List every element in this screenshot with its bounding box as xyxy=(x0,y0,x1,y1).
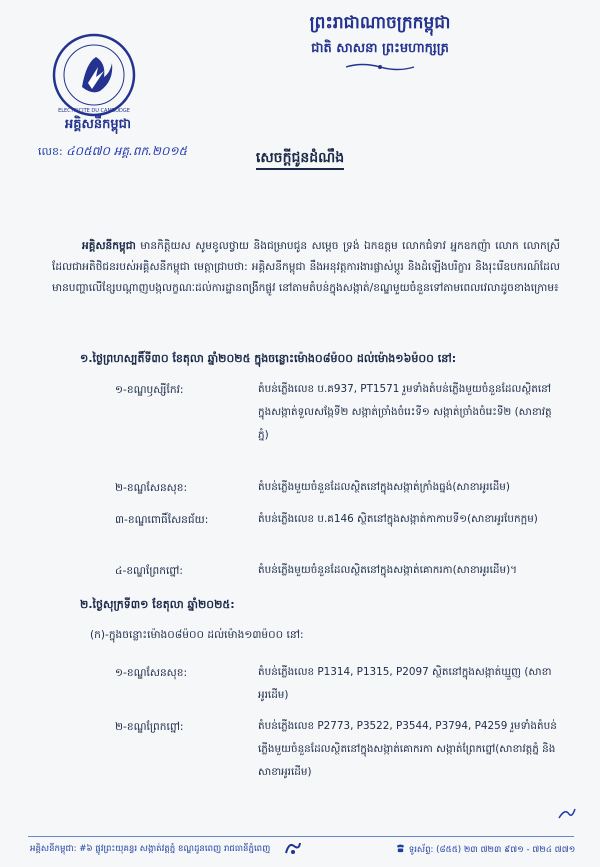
footer-phone xyxy=(395,844,575,857)
kingdom-heading: ព្រះរាជាណាចក្រកម្ពុជា xyxy=(309,13,451,33)
intro-text: មានកិត្តិយស សូមខូលថ្វាយ និងជម្រាបជូន សម្តេច ទ្រង់ ឯកឧត្តម លោកជំទាវ អ្នកឧកញ៉ា លោក លោកស្រី ដែលជាអតិថិជនរបស់អគ្គិសនីកម្ពុជា មេត្តាជ្រាបថា: អគ្គិសនីកម្ពុជា នឹងអនុវត្តការងារផ្លាស់ប្តូរ និងដំឡើងបរិក្ខារ និងរុះរើឧបករណ៍ដែលមានបញ្ហាលើខ្សែបណ្តាញបង្កលក្ខណៈដល់ការដ្ឋានពង្រីកផ្លូវ នៅតាមតំបន់ក្នុងសង្កាត់/ខណ្ឌមួយចំនួនទៅតាមពេលវេលាដូចខាងក្រោម៖ xyxy=(52,240,560,294)
footer-emblem-icon xyxy=(283,840,303,856)
ornament-divider-icon xyxy=(344,62,416,72)
section-2-subheading: (ក)-ក្នុងចន្លោះម៉ោង០៨ម៉០០ ដល់ម៉ោង១៣ម៉០០ នៅ: xyxy=(90,629,304,641)
intro-paragraph xyxy=(52,236,560,299)
national-motto: ជាតិ សាសនា ព្រះមហាក្សត្រ xyxy=(311,41,449,56)
section-2-item-2-label: ២-ខណ្ឌព្រែកព្នៅ: xyxy=(115,721,184,733)
section-2-heading: ២.ថ្ងៃសុក្រទី៣១ ខែតុលា ឆ្នាំ២០២៥: xyxy=(80,598,235,611)
reference-handwritten: ៤០៥៧០ អគ្គ.ពក.២០១៥ xyxy=(66,144,188,158)
edc-logo xyxy=(52,33,136,117)
intro-lead: អគ្គិសនីកម្ពុជា xyxy=(82,240,136,252)
section-2-item-1-desc: តំបន់ភ្លើងលេខ P1314, P1315, P2097 ស្ថិតនៅក្នុងសង្កាត់ឃ្មួញ (សាខាអូរដើម) xyxy=(258,666,552,701)
section-1-item-2-label: ២-ខណ្ឌសែនសុខ: xyxy=(115,482,188,494)
section-1-item-1-desc: តំបន់ភ្លើងលេខ ប.គ937, PT1571 រួមទាំងតំបន់ភ្លើងមួយចំនួនដែលស្ថិតនៅក្នុងសង្កាត់ទួលសង្កែទី២ សង្កាត់ច្រាំងចំរេះទី១ សង្កាត់ច្រាំងចំរេះទី២ (សាខាវត្តភ្នំ) xyxy=(258,383,552,441)
footer-address: អគ្គិសនីកម្ពុជា: #៦ ផ្លូវព្រះយុគន្ធរ សង្កាត់វត្តភ្នំ ខណ្ឌដូនពេញ រាជធានីភ្នំពេញ xyxy=(30,844,271,854)
page-title xyxy=(0,148,600,169)
section-1-item-2-desc: តំបន់ភ្លើងមួយចំនួនដែលស្ថិតនៅក្នុងសង្កាត់ក្រាំងធ្នង់(សាខាអូរដើម) xyxy=(258,481,510,493)
section-1-item-3-label: ៣-ខណ្ឌពោធិ៍សែនជ័យ: xyxy=(115,514,209,526)
footer-divider xyxy=(28,836,574,837)
section-1-heading: ១.ថ្ងៃព្រហស្បតិ៍ទី៣០ ខែតុលា ឆ្នាំ២០២៥ ក្នុងចន្លោះម៉ោង០៨ម៉០០ ដល់ម៉ោង១៦ម៉០០ នៅ: xyxy=(80,352,457,365)
section-2-item-1-label: ១-ខណ្ឌសែនសុខ: xyxy=(115,667,188,679)
section-1-item-4-label: ៤-ខណ្ឌព្រែកព្នៅ: xyxy=(115,565,183,577)
organization-name: អគ្គិសនីកម្ពុជា xyxy=(64,117,131,132)
reference-prefix: លេខ: xyxy=(38,145,63,158)
section-1-item-1-label: ១-ខណ្ឌឫស្សីកែវ: xyxy=(115,384,184,396)
section-1-item-3-desc: តំបន់ភ្លើងលេខ ប.គ146 ស្ថិតនៅក្នុងសង្កាត់កាកាបទី១(សាខាអូរបែកក្អម) xyxy=(258,513,538,525)
page-mark-icon xyxy=(557,806,577,820)
logo-text: ELECTRICITE DU CAMBODGE xyxy=(58,108,130,114)
section-1-item-4-desc: តំបន់ភ្លើងមួយចំនួនដែលស្ថិតនៅក្នុងសង្កាត់គោករកា(សាខាអូរដើម)។ xyxy=(258,564,517,576)
phone-icon xyxy=(395,844,406,853)
section-2-item-2-desc: តំបន់ភ្លើងលេខ P2773, P3522, P3544, P3794, P4259 រួមទាំងតំបន់ភ្លើងមួយចំនួនដែលស្ថិតនៅក្នុងសង្កាត់គោករកា សង្កាត់ព្រែកព្នៅ(សាខាវត្តភ្នំ និងសាខាអូរដើម) xyxy=(258,720,557,778)
footer-phone-text: ទូរស័ព្ទ: (៨៥៥) ២៣ ៧២៣ ៩៧១ - ៧២៤ ៧៧១ xyxy=(408,845,576,855)
page-title-text: សេចក្តីជូនដំណឹង xyxy=(256,150,344,170)
